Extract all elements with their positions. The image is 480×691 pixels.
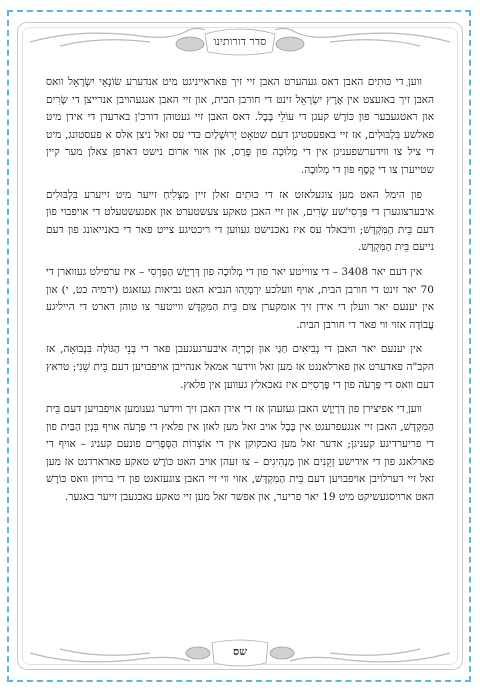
paragraph-5: וועןַ די אפיצירן פון דָּרְיָוֶשׁ האבן געזעהן אז די אידן האבן זיך ווידער גענומען אויפבויען דעם בֵּית הַמִּקְדָּשׁ, האבן זיי אנגעפרעגט אין בָּבֶל אויב זאל מען לאזן אין פלאץ די פַּרְעֹה אויף בִּנְיַן הַבַּיִת פון די פריערדיגע קעניגן; אדער זאל מען נאכקוקן אין די אוֹצְרוֹת הַסְּפָרִים פונעם קעניג – אויף די פארלאנג פון די אידישע זְקֵנִים און מַנְהִיגִים – צו זעהן אויב האט כּוֹרֶשׁ טאקע פארארדנט אז מען זאל זיי דערלויבן אויפבויען דעם בֵּית הַמִּקְדָּשׁ, אזוי ווי זיי האבן צוגעזאגט פון די ברויזן וואס כּוֹרֶשׁ האט ארויסגעשיקט מיט 19 יאר פריער, און אפשר זאל מען זיי טאקע נאכגעבן זייער באגער. [46,403,434,504]
paragraph-1: וועןַ די כּוּתִים האבן דאס געהערט האבן זיי זיך פאראייניגט מיט אנדערע שׂוֹנְאֵי יִשְׂרָאֵל וואס האבן זיך באזעצט אין אֶרֶץ יִשְׂרָאֵל זינט די חורבן הבית, און זיי האבן אנגעהויבן אנרייצן די שָׂרִים און ראטגעבער פון כּוֹרֶשׁ קעגן די עוֹלֵי בָּבֶל. דאס האבן זיי געטוהן דורכ'ן בארעדן די אידן מיט פאלשע בִּלְבּוּלִים, אז זיי באפעסטיגן דעם שטאָט יְרוּשָׁלַיִם כּדי עס זאל ניצן אלס א פעסטונג, מיט די ציל צו ווידערשפעניגן אין די מְלוּכָה פון פָּרַס, און אזוי ארום נישט דארפן צאלן מער קיין שטייערן צו די קֶסֶף פון די מְלוּכָה. [46,76,434,176]
paragraph-4: אין יענעם יאר האבן די נְבִיאִים חַגַּי און זְכַרְיָה איבערגעגעבן פאר די בְּנֵי הַגּוֹלָה בִּנְבוּאָה, אז הקב"ה פאדערט און פארלאנגט אז מען זאל ווידער אמאל אנהייבן אויפבויען דעם בֵּית שֵׁנִי; טראץ דעם וואס די פַּרְעֹה פון די פֶּרְסִיִּים איז נאכאלץ געווען אין פלאץ. [46,343,434,391]
document-body [46,74,434,630]
running-header-title: סדר דורותינו [213,35,267,48]
paragraph-3: אין דעם יאר 3408 – די צווייטע יאר פון די מְלוּכָה פון דָּרְיָוֶשׁ הַפַּרְסִי – איז ערפילט געווארן די 70 יאר זינט די חורבן הבית, אויף וועלכע יִרְמְיָהוּ הנביא האט נביאות געזאגט (ירמיה כט, י) און אין יענעם יאר וועלן די אידן זיך אומקערן צום בֵּית הַמִּקְדָּשׁ ווייטער צו טוהן דארט די הייליגע עֲבוֹדָה אזוי ווי פאר די חורבן הבית. [46,265,434,331]
paragraph-2: פון הימל האט מען צוגעלאזט אז די כּוּתִים זאלן זיין מַצְלִיחַ זייער מיט זייערע בִּלְבּוּלִים איבערצוגערן די פַּרְסִי'שע שָׂרִים, און זיי האבן טאקע צעשטערט און אפגעשטעלט די אויפבוי פון דעם בֵּית הַמִּקְדָּשׁ; וויבאלד עס איז נאכנישט געווען די ריכטיגע צייט פאר די באנייאונג פון דעם נייעם בֵּית הַמִּקְדָּשׁ. [46,188,434,254]
page-number: שס [232,645,248,658]
